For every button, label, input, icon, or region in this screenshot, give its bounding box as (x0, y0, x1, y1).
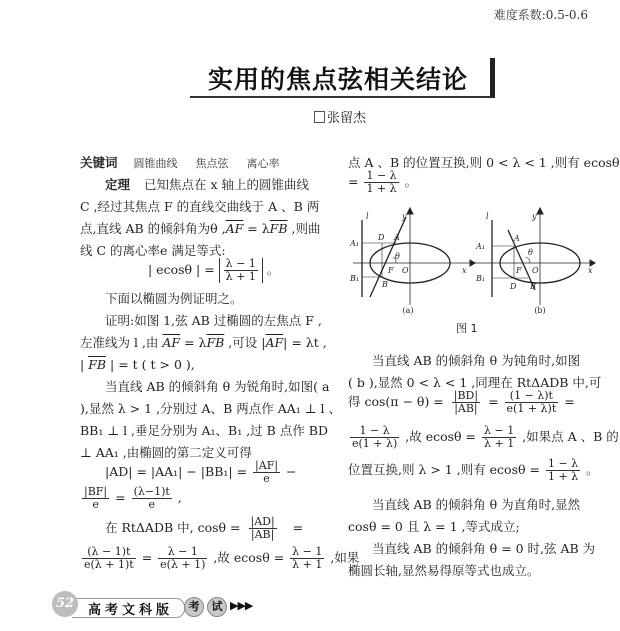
arrows-icon: ▶▶▶ (230, 599, 253, 612)
theorem-line (105, 174, 309, 195)
chord-ab (370, 217, 406, 297)
text-span: | = t ( t > 0 ), (106, 357, 195, 372)
numerator: λ − 1 (158, 546, 207, 559)
formula-text: = (564, 394, 575, 409)
badge-shi: 试 (207, 597, 227, 617)
formula-r7 (348, 458, 599, 483)
label-l: l (486, 212, 489, 221)
label-b1: B₁ (350, 274, 360, 283)
text-line (80, 332, 327, 353)
formula-text: − (286, 464, 297, 479)
vector-af: $\overline{AF}$ (225, 221, 244, 236)
text-line: BB₁ ⊥ l ,垂足分别为 A₁、B₁ ,过 B 点作 BD (80, 423, 328, 438)
numerator: 1 − λ (366, 169, 397, 182)
vector-af: $\overline{AF}$ (265, 335, 284, 350)
denominator: e(λ + 1)t (84, 558, 134, 571)
formula-text: 得 cos(π − θ) = (348, 394, 444, 409)
label-y: y (532, 212, 537, 221)
text-line: 当直线 AB 的倾斜角 θ 为锐角时,如图( a (105, 379, 330, 394)
author-name: 张留杰 (327, 111, 367, 126)
text-line (105, 516, 303, 541)
label-x: x (588, 266, 593, 275)
formula-text: = (141, 550, 153, 565)
text-line (80, 354, 195, 375)
keyword: 离心率 (246, 157, 280, 170)
denominator: λ + 1 (484, 437, 515, 450)
formula-text: = (348, 174, 359, 189)
denominator: e (263, 472, 270, 485)
text-line: cosθ = 0 且 λ = 1 ,等式成立; (348, 519, 520, 534)
vector-fb: $\overline{FB}$ (88, 357, 107, 372)
text-line: C ,经过其焦点 F 的直线交曲线于 A 、B 两 (80, 199, 320, 214)
denominator: 1 + λ (366, 182, 397, 195)
formula-text: |AD| = |AA₁| − |BB₁| = (105, 464, 248, 479)
figure-b (470, 205, 598, 315)
label-o: O (402, 266, 409, 275)
formula-text: = (488, 394, 499, 409)
text-line: 当直线 AB 的倾斜角 θ = 0 时,弦 AB 为 (372, 541, 596, 556)
magazine-name: 高考文科版 (88, 603, 174, 618)
numerator: |AF| (255, 459, 279, 472)
figure-a (350, 205, 475, 315)
formula-text: 。 (266, 262, 280, 277)
keyword: 圆锥曲线 (133, 157, 178, 170)
label-b: B (530, 282, 536, 291)
page-number: 52 (52, 591, 78, 617)
label-y: y (402, 212, 407, 221)
text-line: 下面以椭圆为例证明之。 (105, 291, 243, 306)
vector-fb: $\overline{FB}$ (206, 335, 225, 350)
keywords-line (80, 152, 279, 174)
denominator: 1 + λ (547, 470, 579, 483)
text-line: 椭圆长轴,显然易得原等式也成立。 (348, 563, 540, 578)
formula-text: 。 (404, 174, 418, 189)
article-title: 实用的焦点弦相关结论 (207, 65, 468, 94)
formula-text: ,故 ecosθ = (405, 429, 477, 444)
label-a1: A₁ (476, 242, 485, 251)
keywords-label: 关键词 (80, 155, 118, 170)
author-line (314, 107, 366, 126)
label-a: A (514, 234, 520, 243)
text-span: 点,直线 AB 的倾斜角为θ , (80, 221, 226, 236)
numerator: λ − 1 (225, 257, 256, 270)
denominator: e (148, 498, 155, 511)
formula-text: 位置互换,则 λ > 1 ,则有 ecosθ = (348, 462, 540, 477)
caption-b: (b) (534, 306, 546, 315)
denominator: |AB| (250, 528, 275, 541)
text-span: ,可设 | (224, 335, 266, 350)
numerator: λ − 1 (484, 424, 515, 437)
text-span: = λ (243, 221, 270, 236)
label-b: B (382, 280, 388, 289)
formula-2 (105, 460, 297, 485)
label-d: D (378, 233, 385, 242)
formula-text: | ecosθ | = (148, 262, 215, 277)
text-span: | (80, 357, 89, 372)
denominator: λ + 1 (225, 270, 256, 283)
text-line: ( b ),显然 0 < λ < 1 ,同理在 RtΔADB 中,可 (348, 375, 602, 390)
text-line: ⊥ AA₁ ,由椭圆的第二定义可得 (80, 445, 252, 460)
formula-text: 。 (586, 462, 599, 477)
vector-af: $\overline{AF}$ (162, 335, 181, 350)
label-b1: B₁ (476, 274, 486, 283)
denominator: e(1 + λ) (352, 437, 398, 450)
numerator: |BD| (453, 389, 479, 402)
badge-kao: 考 (184, 597, 204, 617)
vector-fb: $\overline{FB}$ (269, 221, 288, 236)
denominator: |AB| (454, 402, 478, 415)
y-arrow-icon (537, 208, 543, 214)
text-span: | = λt , (283, 335, 327, 350)
difficulty-label: 难度系数:0.5-0.6 (493, 8, 588, 22)
formula-1 (148, 258, 279, 283)
formula-text: 在 RtΔADB 中, cosθ = (105, 520, 241, 535)
label-d: D (510, 282, 517, 291)
text-line: 点 A 、B 的位置互换,则 0 < λ < 1 ,则有 ecosθ (348, 155, 620, 170)
text-line: 线 C 的离心率e 满足等式: (80, 243, 226, 258)
numerator: 1 − λ (547, 457, 579, 470)
text-span: 左准线为 l ,由 (80, 335, 163, 350)
formula-text: ,如果 (330, 550, 360, 565)
text-line (80, 218, 320, 239)
text-line: 当直线 AB 的倾斜角 θ 为直角时,显然 (372, 497, 581, 512)
label-theta: θ (395, 252, 400, 261)
formula-r2 (348, 170, 417, 195)
formula-r5 (348, 390, 575, 415)
formula-r6 (348, 425, 619, 450)
formula-text: , (177, 490, 182, 505)
denominator: e (92, 498, 99, 511)
keyword: 焦点弦 (195, 157, 229, 170)
text-line: 当直线 AB 的倾斜角 θ 为钝角时,如图 (372, 353, 581, 368)
formula-text: ,如果点 A 、B 的 (522, 429, 619, 444)
caption-a: (a) (402, 306, 414, 315)
text-line: 证明:如图 1,弦 AB 过椭圆的左焦点 F , (105, 313, 322, 328)
formula-text: = (292, 520, 304, 535)
label-theta: θ (528, 248, 533, 257)
label-f: F (388, 266, 394, 275)
label-l: l (366, 212, 369, 221)
denominator: e(λ + 1) (160, 558, 206, 571)
label-a: A (394, 233, 400, 242)
text-line: 已知焦点在 x 轴上的圆锥曲线 (144, 177, 309, 192)
numerator: λ − 1 (292, 545, 323, 558)
numerator: (λ − 1)t (82, 546, 136, 559)
formula-text: ,故 ecosθ = (213, 550, 285, 565)
formula-text: = (115, 490, 126, 505)
formula-4 (80, 546, 359, 571)
theta-arc (526, 257, 530, 263)
label-f: F (516, 266, 522, 275)
text-span: ,则曲 (287, 221, 321, 236)
formula-3 (80, 486, 182, 511)
numerator: (1 − λ)t (505, 390, 559, 403)
y-arrow-icon (407, 208, 413, 214)
label-a1: A₁ (350, 239, 359, 248)
author-box-icon (314, 111, 325, 123)
label-o: O (532, 266, 539, 275)
theorem-label: 定理 (105, 177, 131, 192)
label-x: x (462, 266, 467, 275)
numerator: (λ−1)t (133, 485, 170, 498)
text-span: = λ (180, 335, 207, 350)
denominator: λ + 1 (292, 558, 323, 571)
text-line: ),显然 λ > 1 ,分别过 A、B 两点作 AA₁ ⊥ l 、 (80, 401, 341, 416)
numerator: |AD| (250, 515, 275, 528)
figure-caption: 图 1 (456, 322, 478, 335)
denominator: e(1 + λ)t (506, 402, 557, 415)
numerator: |BF| (84, 485, 108, 498)
numerator: 1 − λ (350, 425, 399, 438)
